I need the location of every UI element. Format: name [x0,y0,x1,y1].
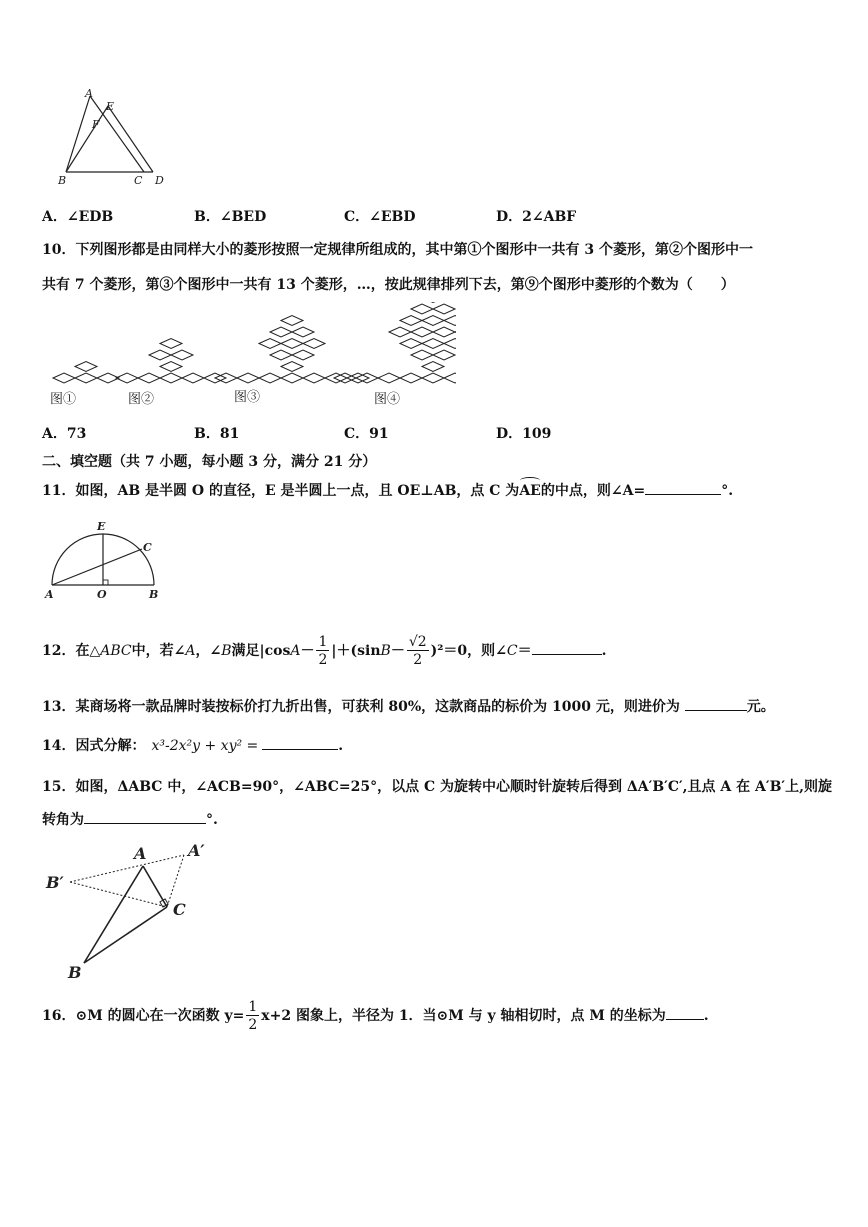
q9-label-a: A [85,88,93,100]
q11-text-after: °. [721,483,734,499]
rhombus [356,373,378,383]
q14-expression: x³-2x²y + xy² = [151,738,259,754]
rhombus [75,362,97,372]
q12-part: 12．在△ [42,643,101,659]
q12-part: ＝ [517,643,532,659]
rhombus [347,373,369,383]
q11-text-mid: 的中点，则∠A= [540,483,646,499]
q9-option-d[interactable]: D．2∠ABF [496,209,577,225]
q12-part: － [390,643,405,659]
rhombus [259,339,281,349]
rhombus [281,316,303,326]
q10-fig-label-4: 图④ [374,392,401,407]
q13-text-after: 元。 [746,699,775,715]
q16-text [42,994,709,1038]
rhombus [411,327,433,337]
q10-fig-label-2: 图② [128,392,155,407]
q12-frac2-num: √2 [408,634,427,650]
q15-text-after: °. [206,812,218,828]
q15-label-b-prime: B′ [46,873,64,892]
q16-fraction [246,1000,259,1032]
q16-answer-blank[interactable] [666,1005,704,1020]
rhombus [378,373,400,383]
q15-answer-blank[interactable] [84,809,206,824]
q12-frac1-num: 1 [318,634,328,650]
q16-frac-num: 1 [248,999,258,1015]
rhombus [237,373,259,383]
q16-frac-den: 2 [248,1017,258,1033]
q15-rotation-figure [40,838,230,986]
rhombus [455,327,456,337]
rhombus [400,316,422,326]
rhombus [411,350,433,360]
rhombus [53,373,75,383]
q12-var-abc: ABC [100,643,132,659]
rhombus [281,362,303,372]
q11-answer-blank[interactable] [645,480,721,495]
q11-label-b: B [149,588,159,601]
q9-label-d: D [155,174,164,187]
rhombus [160,362,182,372]
q10-option-c[interactable]: C．91 [344,426,389,442]
q10-fig-label-1: 图① [50,392,77,407]
q14-text [42,735,343,755]
q15-text-line2 [42,809,218,829]
q15-label-a-prime: A′ [188,841,205,860]
rhombus [433,327,455,337]
q14-text-after: . [338,738,344,754]
q11-label-c: C [143,541,152,554]
q12-part: )²＝0，则∠ [430,643,507,659]
rhombus [411,304,433,314]
q10-text-line2: 共有 7 个菱形，第③个图形中一共有 13 个菱形，…，按此规律排列下去，第⑨个图形中菱形的个数为（ ） [42,277,735,293]
rhombus [182,373,204,383]
q9-option-b[interactable]: B．∠BED [194,209,267,225]
q12-frac2-den: 2 [413,652,423,668]
q12-part: ，∠ [195,643,222,659]
rhombus [422,373,444,383]
q9-option-a[interactable]: A．∠EDB [42,209,114,225]
rhombus [433,350,455,360]
q10-fig-label-3: 图③ [234,390,261,405]
rhombus [433,304,455,314]
q12-var-a2: A [290,643,301,659]
q15-label-a: A [134,844,147,863]
rhombus [270,327,292,337]
q16-text-mid: x+2 图象上，半径为 1．当⊙M 与 y 轴相切时，点 M 的坐标为 [261,1008,666,1024]
rhombus [303,339,325,349]
q11-label-o: O [97,588,107,601]
q10-text-line1: 10．下列图形都是由同样大小的菱形按照一定规律所组成的，其中第①个图形中一共有 3 个菱形，第②个图形中一 [42,242,753,258]
q16-text-before: 16．⊙M 的圆心在一次函数 y= [42,1008,245,1024]
q12-part: . [601,643,607,659]
rhombus [75,373,97,383]
q15-label-b: B [68,963,82,982]
q13-text-main: 13．某商场将一款品牌时装按标价打九折出售，可获利 80%，这款商品的标价为 1000 元，则进价为 [42,699,680,715]
q12-answer-blank[interactable] [532,640,602,655]
q10-option-d[interactable]: D．109 [496,426,552,442]
section-2-heading: 二、填空题（共 7 小题，每小题 3 分，满分 21 分） [42,454,377,470]
rhombus [422,302,444,303]
rhombus [389,327,411,337]
q13-answer-blank[interactable] [685,696,747,711]
q10-option-a[interactable]: A．73 [42,426,87,442]
rhombus [444,316,456,326]
q12-fraction-1 [316,635,329,667]
q9-triangle-figure [52,88,177,190]
rhombus [422,339,444,349]
q11-label-a: A [45,588,54,601]
q12-var-b2: B [380,643,391,659]
q12-fraction-2 [407,635,429,667]
q10-rhombus-figure [40,302,456,410]
rhombus [422,362,444,372]
q11-text [42,480,733,500]
q12-part: |＋(sin [331,643,381,659]
q12-var-b: B [221,643,232,659]
q12-part: 中，若∠ [131,643,186,659]
q9-label-f: F [92,118,100,131]
q12-frac1-den: 2 [318,652,328,668]
q11-semicircle-figure [42,515,168,603]
q14-text-main: 14．因式分解： [42,738,146,754]
rhombus [160,339,182,349]
q12-var-c: C [506,643,518,659]
rhombus [259,373,281,383]
rhombus [270,350,292,360]
q10-option-b[interactable]: B．81 [194,426,240,442]
rhombus [171,350,193,360]
q13-text [42,696,775,716]
q12-part: － [300,643,315,659]
q9-option-c[interactable]: C．∠EBD [344,209,416,225]
q12-text [42,628,606,674]
q11-text-before: 11．如图，AB 是半圆 O 的直径，E 是半圆上一点，且 OE⊥AB，点 C 为 [42,483,520,499]
rhombus [444,339,456,349]
rhombus [444,373,456,383]
rhombus [138,373,160,383]
rhombus [292,327,314,337]
rhombus [400,339,422,349]
q11-label-e: E [97,520,106,533]
rhombus [325,373,347,383]
rhombus [422,316,444,326]
q12-part: 满足|cos [231,643,291,659]
q9-label-b: B [58,174,67,187]
q12-var-a: A [185,643,196,659]
q14-answer-blank[interactable] [262,735,338,750]
rhombus [149,350,171,360]
q15-label-c: C [173,900,186,919]
q9-label-e: E [106,100,115,113]
rhombus [303,373,325,383]
rhombus [281,373,303,383]
q9-label-c: C [134,174,143,187]
q16-text-after: . [703,1008,709,1024]
rhombus [160,373,182,383]
rhombus [281,339,303,349]
q15-text-main: 转角为 [42,812,84,828]
rhombus [292,350,314,360]
q15-text-line1: 15．如图，ΔABC 中，∠ACB=90°，∠ABC=25°，以点 C 为旋转中心顺时针旋转后得到 ΔA′B′C′,且点 A 在 A′B′上,则旋 [42,779,832,795]
q11-arc-symbol: AE [519,483,541,499]
rhombus [400,373,422,383]
rhombus [334,373,356,383]
